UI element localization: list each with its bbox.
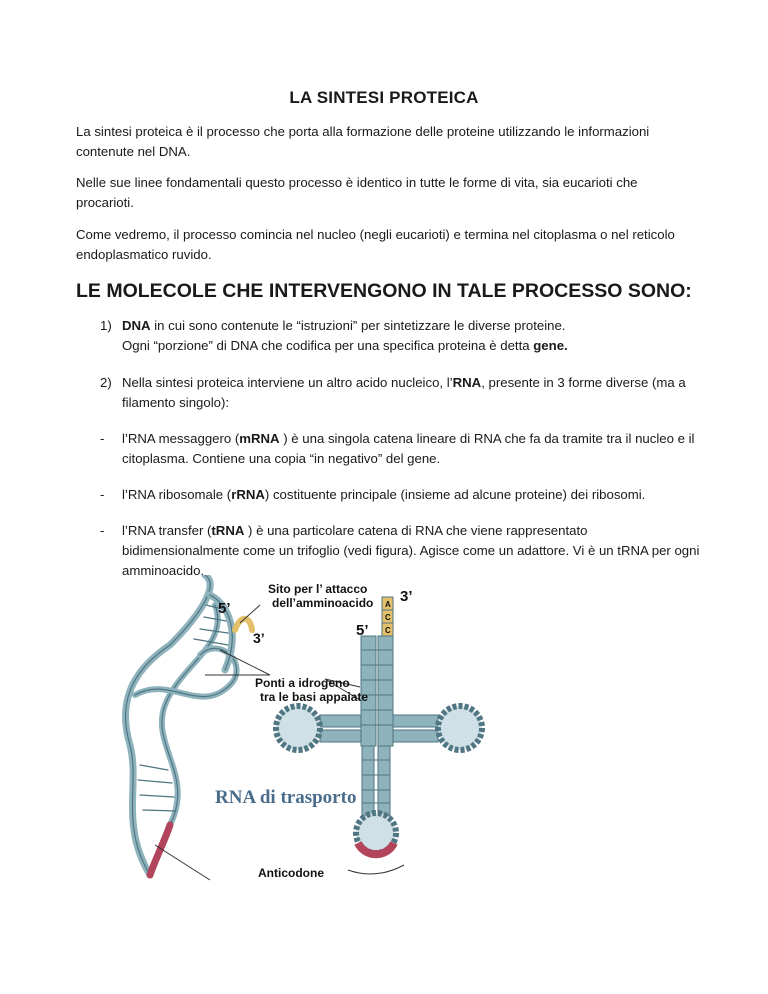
- list-item-dna: [100, 316, 700, 356]
- label-5-prime-right: 5’: [356, 622, 369, 639]
- acc-letter-3: C: [385, 626, 391, 635]
- trna-pre: l’RNA transfer (: [122, 523, 212, 538]
- trna-figure: [110, 575, 490, 885]
- label-bridges-line2: tra le basi appaiate: [260, 690, 369, 704]
- label-anticodon: Anticodone: [258, 866, 324, 880]
- term-gene: gene.: [533, 338, 568, 353]
- d-arm: [276, 706, 361, 750]
- list-item-text: [122, 429, 702, 469]
- dash-marker: -: [100, 431, 105, 446]
- list-item-text: [122, 373, 712, 413]
- rrna-pre: l’RNA ribosomale (: [122, 487, 232, 502]
- t-arm: [393, 706, 482, 750]
- trna-illustration: [110, 575, 490, 885]
- label-bridges-line1: Ponti a idrogeno: [255, 676, 350, 690]
- intro-paragraph-2: Nelle sue linee fondamentali questo processo è identico in tutte le forme di vita, sia eucarioti che procarioti.: [76, 175, 638, 210]
- dna-description: in cui sono contenute le “istruzioni” per sintetizzare le diverse proteine.: [150, 318, 566, 333]
- figure-caption: RNA di trasporto: [215, 787, 357, 808]
- term-trna: tRNA: [211, 523, 245, 538]
- list-item-mrna: [100, 429, 700, 469]
- trna-3d-model: [126, 575, 252, 875]
- label-5-prime-left: 5’: [218, 600, 231, 617]
- list-number: 2): [100, 375, 112, 390]
- gene-description: Ogni “porzione” di DNA che codifica per una specifica proteina è detta: [122, 338, 534, 353]
- trna-post: ) è una particolare catena di RNA che viene rappresentato bidimensionalmente come un trifoglio (vedi figura). Agisce come un adattore. Vi è un tRNA per ogni amminoacido.: [122, 523, 700, 578]
- anticodon-arm: [356, 746, 396, 854]
- label-3-prime-right: 3’: [400, 588, 413, 605]
- label-site-line2: dell’amminoacido: [272, 596, 374, 610]
- list-item-trna: [100, 521, 700, 581]
- trna-cloverleaf: [276, 597, 482, 854]
- label-site-line1: Sito per l’ attacco: [268, 582, 368, 596]
- term-rrna: rRNA: [231, 487, 265, 502]
- term-mrna: mRNA: [239, 431, 280, 446]
- term-rna: RNA: [452, 375, 482, 390]
- list-item-text: [122, 521, 702, 581]
- list-item-rna: [100, 373, 700, 413]
- page-title: LA SINTESI PROTEICA: [289, 88, 479, 107]
- dash-marker: -: [100, 523, 105, 538]
- list-number: 1): [100, 318, 112, 333]
- rrna-post: ) costituente principale (insieme ad alcune proteine) dei ribosomi.: [264, 487, 646, 502]
- acc-letter-1: A: [385, 600, 391, 609]
- section-heading: LE MOLECOLE CHE INTERVENGONO IN TALE PROCESSO SONO:: [76, 280, 692, 302]
- dash-marker: -: [100, 487, 105, 502]
- intro-paragraph-1: La sintesi proteica è il processo che porta alla formazione delle proteine utilizzando le informazioni contenute nel DNA.: [76, 124, 650, 159]
- rna-forms: , presente in 3 forme diverse (ma a filamento singolo):: [122, 375, 686, 410]
- mrna-pre: l’RNA messaggero (: [122, 431, 240, 446]
- label-3-prime-left: 3’: [253, 630, 265, 646]
- intro-paragraph-3: Come vedremo, il processo comincia nel nucleo (negli eucarioti) e termina nel citoplasma o nel reticolo endoplasmatico ruvido.: [76, 227, 675, 262]
- list-item-text: [122, 485, 702, 505]
- list-item-text: [122, 316, 712, 356]
- anticodon-3d-segment: [150, 825, 170, 875]
- acc-letter-2: C: [385, 613, 391, 622]
- rna-intro: Nella sintesi proteica interviene un altro acido nucleico, l’: [122, 375, 453, 390]
- term-dna: DNA: [122, 318, 151, 333]
- mrna-post: ) è una singola catena lineare di RNA che fa da tramite tra il nucleo e il citoplasma. Contiene una copia “in negativo” del gene.: [122, 431, 695, 466]
- list-item-rrna: [100, 485, 700, 505]
